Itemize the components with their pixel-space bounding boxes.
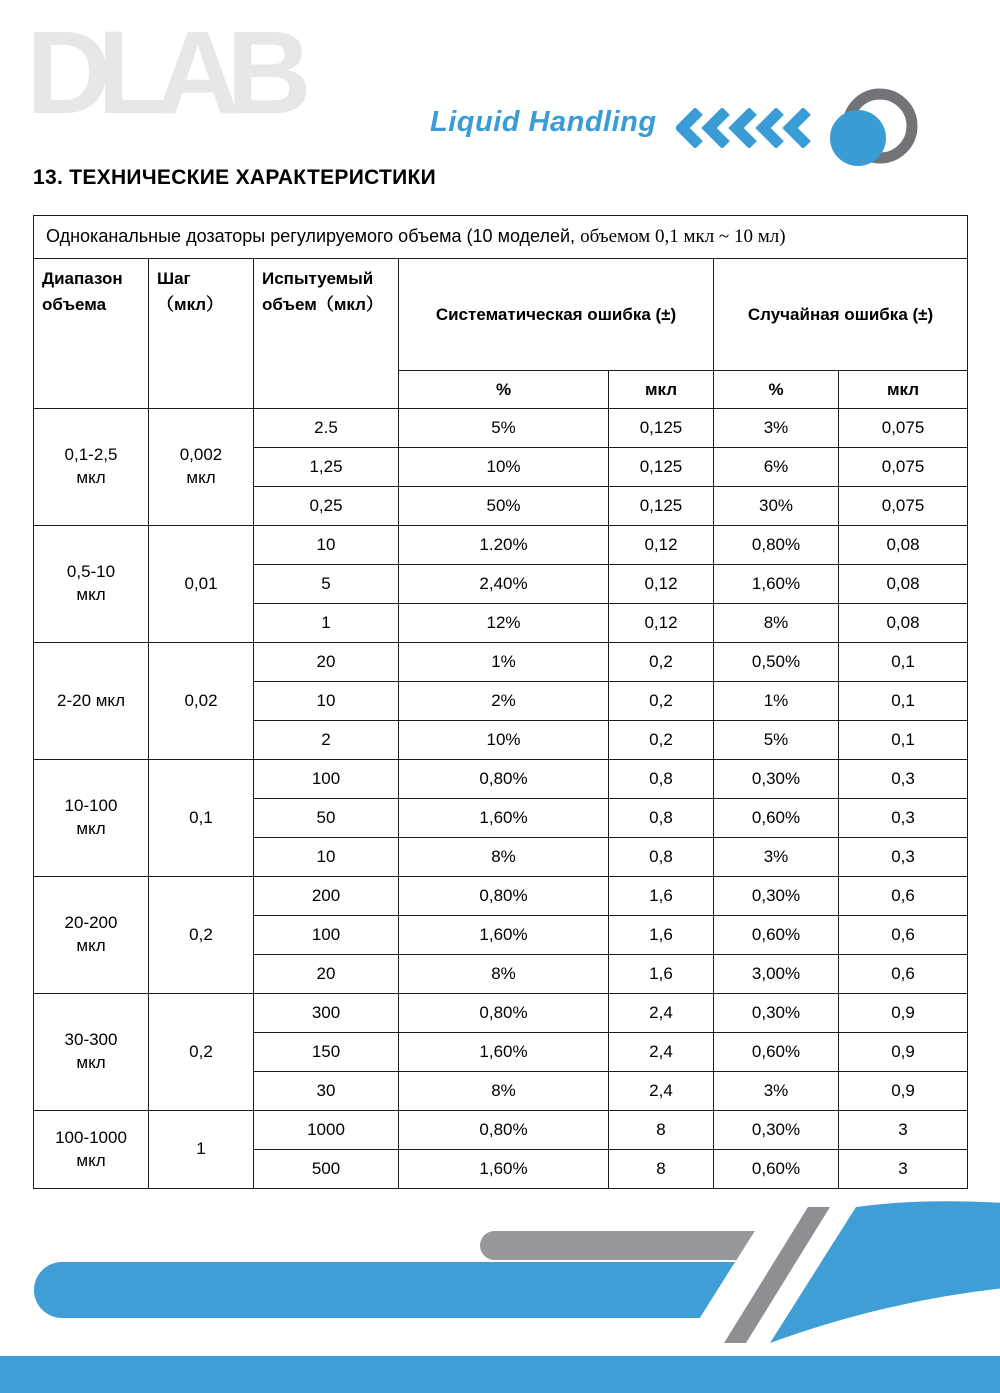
random-mkl-cell: 0,3 [839, 799, 968, 838]
systematic-pct-cell: 1,60% [399, 1033, 609, 1072]
systematic-pct-cell: 1,60% [399, 1150, 609, 1189]
spec-table-body [34, 409, 968, 1189]
range-cell: 20-200 мкл [34, 877, 149, 994]
table-header-row [34, 259, 968, 371]
step-cell: 0,1 [149, 760, 254, 877]
test-volume-cell: 2 [254, 721, 399, 760]
range-cell: 100-1000 мкл [34, 1111, 149, 1189]
random-mkl-cell: 0,9 [839, 1033, 968, 1072]
step-cell: 0,002 мкл [149, 409, 254, 526]
test-volume-cell: 500 [254, 1150, 399, 1189]
random-mkl-cell: 0,6 [839, 916, 968, 955]
random-mkl-cell: 0,08 [839, 604, 968, 643]
test-volume-cell: 0,25 [254, 487, 399, 526]
col-header-systematic-error: Систематическая ошибка (±) [399, 259, 714, 371]
table-caption-units: объемом 0,1 мкл ~ 10 мл) [580, 226, 786, 247]
table-row [34, 760, 968, 799]
systematic-mkl-cell: 0,125 [609, 409, 714, 448]
bottom-blue-bar [0, 1356, 1000, 1393]
dlab-watermark-logo: DLAB [26, 7, 298, 139]
random-pct-cell: 3% [714, 1072, 839, 1111]
random-pct-cell: 0,60% [714, 799, 839, 838]
systematic-mkl-cell: 1,6 [609, 916, 714, 955]
random-mkl-cell: 0,3 [839, 760, 968, 799]
systematic-mkl-cell: 0,12 [609, 565, 714, 604]
table-caption-main: Одноканальные дозаторы регулируемого объема (10 моделей, [46, 226, 576, 246]
test-volume-cell: 1000 [254, 1111, 399, 1150]
test-volume-cell: 100 [254, 760, 399, 799]
systematic-pct-cell: 1,60% [399, 916, 609, 955]
col-header-test-volume-line2: объем（мкл） [262, 294, 383, 314]
random-pct-cell: 6% [714, 448, 839, 487]
random-pct-cell: 3% [714, 838, 839, 877]
systematic-pct-cell: 2% [399, 682, 609, 721]
random-mkl-cell: 3 [839, 1111, 968, 1150]
random-mkl-cell: 0,1 [839, 682, 968, 721]
systematic-mkl-cell: 2,4 [609, 994, 714, 1033]
random-pct-cell: 0,80% [714, 526, 839, 565]
test-volume-cell: 5 [254, 565, 399, 604]
table-caption-row [34, 216, 968, 259]
col-header-step-line2: （мкл） [157, 294, 224, 314]
test-volume-cell: 20 [254, 955, 399, 994]
systematic-pct-cell: 10% [399, 721, 609, 760]
step-cell: 0,2 [149, 877, 254, 994]
range-cell: 30-300 мкл [34, 994, 149, 1111]
random-pct-cell: 5% [714, 721, 839, 760]
systematic-mkl-cell: 0,12 [609, 604, 714, 643]
col-header-test-volume [254, 259, 399, 409]
systematic-mkl-cell: 0,125 [609, 487, 714, 526]
random-mkl-cell: 0,075 [839, 448, 968, 487]
col-header-range [34, 259, 149, 409]
random-mkl-cell: 0,6 [839, 955, 968, 994]
col-header-step-line1: Шаг [157, 269, 191, 288]
table-row [34, 994, 968, 1033]
random-pct-cell: 30% [714, 487, 839, 526]
subheader-systematic-pct: % [399, 371, 609, 409]
table-row [34, 1111, 968, 1150]
test-volume-cell: 10 [254, 526, 399, 565]
random-pct-cell: 1,60% [714, 565, 839, 604]
page-title: 13. ТЕХНИЧЕСКИЕ ХАРАКТЕРИСТИКИ [33, 166, 437, 189]
circle-ring-logo [820, 76, 920, 180]
table-caption [34, 216, 968, 259]
random-mkl-cell: 0,08 [839, 526, 968, 565]
random-pct-cell: 1% [714, 682, 839, 721]
step-cell: 0,02 [149, 643, 254, 760]
random-mkl-cell: 0,9 [839, 994, 968, 1033]
step-cell: 0,2 [149, 994, 254, 1111]
systematic-mkl-cell: 8 [609, 1111, 714, 1150]
systematic-pct-cell: 8% [399, 838, 609, 877]
random-mkl-cell: 3 [839, 1150, 968, 1189]
systematic-pct-cell: 1,60% [399, 799, 609, 838]
random-pct-cell: 0,60% [714, 1033, 839, 1072]
table-row [34, 409, 968, 448]
test-volume-cell: 1 [254, 604, 399, 643]
systematic-pct-cell: 8% [399, 955, 609, 994]
random-mkl-cell: 0,1 [839, 643, 968, 682]
systematic-mkl-cell: 1,6 [609, 877, 714, 916]
random-pct-cell: 8% [714, 604, 839, 643]
range-cell: 0,1-2,5 мкл [34, 409, 149, 526]
col-header-random-error: Случайная ошибка (±) [714, 259, 968, 371]
random-pct-cell: 0,30% [714, 1111, 839, 1150]
random-pct-cell: 0,60% [714, 1150, 839, 1189]
systematic-pct-cell: 10% [399, 448, 609, 487]
random-pct-cell: 0,30% [714, 760, 839, 799]
systematic-pct-cell: 2,40% [399, 565, 609, 604]
systematic-mkl-cell: 0,8 [609, 838, 714, 877]
random-pct-cell: 0,60% [714, 916, 839, 955]
test-volume-cell: 150 [254, 1033, 399, 1072]
systematic-pct-cell: 50% [399, 487, 609, 526]
systematic-mkl-cell: 0,8 [609, 799, 714, 838]
test-volume-cell: 10 [254, 682, 399, 721]
systematic-mkl-cell: 0,2 [609, 721, 714, 760]
spec-table [33, 215, 968, 1189]
table-row [34, 643, 968, 682]
step-cell: 1 [149, 1111, 254, 1189]
blue-band-shape [34, 1262, 735, 1318]
test-volume-cell: 300 [254, 994, 399, 1033]
test-volume-cell: 200 [254, 877, 399, 916]
liquid-handling-tagline: Liquid Handling [430, 106, 657, 138]
random-mkl-cell: 0,6 [839, 877, 968, 916]
range-cell: 0,5-10 мкл [34, 526, 149, 643]
random-pct-cell: 0,50% [714, 643, 839, 682]
col-header-test-volume-line1: Испытуемый [262, 269, 374, 288]
systematic-pct-cell: 1.20% [399, 526, 609, 565]
random-mkl-cell: 0,08 [839, 565, 968, 604]
random-mkl-cell: 0,1 [839, 721, 968, 760]
systematic-pct-cell: 5% [399, 409, 609, 448]
col-header-step [149, 259, 254, 409]
bottom-ribbon-graphic [0, 1193, 1000, 1393]
test-volume-cell: 30 [254, 1072, 399, 1111]
blue-circle-icon [830, 110, 886, 166]
systematic-mkl-cell: 1,6 [609, 955, 714, 994]
col-header-range-line1: Диапазон [42, 269, 123, 288]
random-mkl-cell: 0,075 [839, 409, 968, 448]
test-volume-cell: 10 [254, 838, 399, 877]
random-pct-cell: 0,30% [714, 877, 839, 916]
test-volume-cell: 50 [254, 799, 399, 838]
random-pct-cell: 3% [714, 409, 839, 448]
col-header-range-line2: объема [42, 294, 107, 314]
systematic-mkl-cell: 0,2 [609, 643, 714, 682]
random-mkl-cell: 0,075 [839, 487, 968, 526]
systematic-mkl-cell: 2,4 [609, 1033, 714, 1072]
systematic-pct-cell: 8% [399, 1072, 609, 1111]
systematic-pct-cell: 1% [399, 643, 609, 682]
systematic-mkl-cell: 0,125 [609, 448, 714, 487]
systematic-mkl-cell: 0,12 [609, 526, 714, 565]
systematic-pct-cell: 0,80% [399, 994, 609, 1033]
systematic-pct-cell: 0,80% [399, 877, 609, 916]
table-row [34, 526, 968, 565]
test-volume-cell: 100 [254, 916, 399, 955]
systematic-pct-cell: 12% [399, 604, 609, 643]
systematic-pct-cell: 0,80% [399, 760, 609, 799]
random-mkl-cell: 0,9 [839, 1072, 968, 1111]
subheader-systematic-mkl: мкл [609, 371, 714, 409]
systematic-mkl-cell: 8 [609, 1150, 714, 1189]
range-cell: 2-20 мкл [34, 643, 149, 760]
systematic-mkl-cell: 0,8 [609, 760, 714, 799]
systematic-mkl-cell: 0,2 [609, 682, 714, 721]
systematic-mkl-cell: 2,4 [609, 1072, 714, 1111]
test-volume-cell: 20 [254, 643, 399, 682]
subheader-random-pct: % [714, 371, 839, 409]
range-cell: 10-100 мкл [34, 760, 149, 877]
test-volume-cell: 2.5 [254, 409, 399, 448]
systematic-pct-cell: 0,80% [399, 1111, 609, 1150]
table-row [34, 877, 968, 916]
random-mkl-cell: 0,3 [839, 838, 968, 877]
step-cell: 0,01 [149, 526, 254, 643]
test-volume-cell: 1,25 [254, 448, 399, 487]
random-pct-cell: 3,00% [714, 955, 839, 994]
subheader-random-mkl: мкл [839, 371, 968, 409]
chevrons-left-icon [676, 108, 816, 148]
random-pct-cell: 0,30% [714, 994, 839, 1033]
